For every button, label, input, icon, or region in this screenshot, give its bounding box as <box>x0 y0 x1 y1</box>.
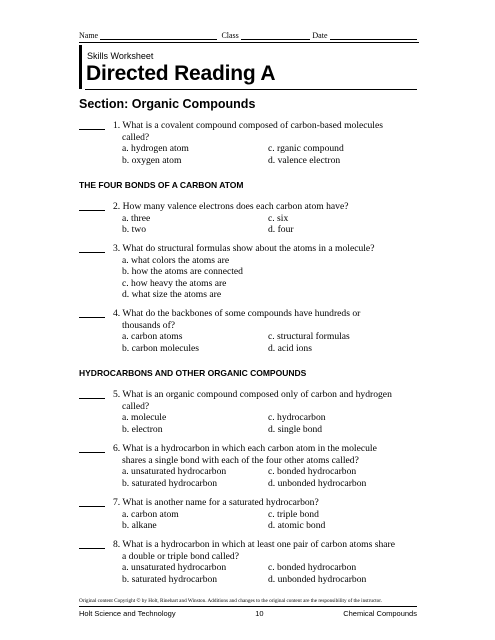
option-a: a. molecule <box>122 412 167 424</box>
page-number: 10 <box>255 609 264 618</box>
question-3-text: 3. What do structural formulas show about the atoms in a molecule? <box>113 243 375 254</box>
question-8 <box>79 539 425 585</box>
option-b: b. alkane <box>122 520 157 532</box>
question-8-text: 8. What is a hydrocarbon in which at least one pair of carbon atoms share <box>113 539 395 550</box>
option-c: c. bonded hydrocarbon <box>268 562 357 574</box>
option-b: b. carbon molecules <box>122 342 199 354</box>
option-d: d. unbonded hydrocarbon <box>268 573 367 585</box>
copyright-notice: Original content Copyright © by Holt, Rinehart and Winston. Additions and changes to the original content are the responsibility of the instructor. <box>79 598 383 604</box>
option-d: d. atomic bond <box>268 520 326 532</box>
title-underline <box>85 89 417 90</box>
option-c: c. how heavy the atoms are <box>122 277 227 289</box>
class-field[interactable] <box>241 31 311 40</box>
question-5 <box>79 389 425 435</box>
question-8-text-cont: a double or triple bond called? <box>122 550 239 562</box>
question-2 <box>79 201 425 236</box>
section-heading: Section: Organic Compounds <box>79 97 256 111</box>
option-c: c. hydrocarbon <box>268 412 326 424</box>
option-d: d. unbonded hydrocarbon <box>268 477 367 489</box>
option-b: b. two <box>122 224 146 236</box>
option-a: a. hydrogen atom <box>122 143 189 155</box>
title-bar-accent <box>79 45 82 89</box>
question-4-text-cont: thousands of? <box>122 319 176 331</box>
question-6 <box>79 443 425 489</box>
option-a: a. carbon atoms <box>122 331 183 343</box>
option-c: c. rganic compound <box>268 143 344 155</box>
student-info-header <box>79 31 417 40</box>
date-label: Date <box>312 31 328 40</box>
subsection-heading-carbon-bonds: THE FOUR BONDS OF A CARBON ATOM <box>79 180 244 190</box>
page-footer <box>79 609 417 618</box>
header-rule <box>79 42 419 43</box>
name-label: Name <box>79 31 99 40</box>
question-2-text: 2. How many valence electrons does each carbon atom have? <box>113 201 349 212</box>
footer-rule <box>79 606 417 607</box>
option-d: d. four <box>268 224 294 236</box>
option-d: d. valence electron <box>268 154 341 166</box>
option-a: a. carbon atom <box>122 508 179 520</box>
answer-blank-4[interactable] <box>79 317 105 318</box>
option-a: a. what colors the atoms are <box>122 254 230 266</box>
class-label: Class <box>221 31 239 40</box>
question-5-text: 5. What is an organic compound composed only of carbon and hydrogen <box>113 389 392 400</box>
question-6-text: 6. What is a hydrocarbon in which each carbon atom in the molecule <box>113 443 377 454</box>
subsection-heading-hydrocarbons: HYDROCARBONS AND OTHER ORGANIC COMPOUNDS <box>79 368 307 378</box>
footer-subject: Chemical Compounds <box>343 609 417 618</box>
answer-blank-5[interactable] <box>79 398 105 399</box>
question-3 <box>79 243 425 301</box>
answer-blank-3[interactable] <box>79 252 105 253</box>
option-b: b. electron <box>122 423 163 435</box>
question-1-text-cont: called? <box>122 131 150 143</box>
answer-blank-8[interactable] <box>79 548 105 549</box>
footer-publisher: Holt Science and Technology <box>79 609 176 618</box>
name-field[interactable] <box>100 31 217 40</box>
answer-blank-7[interactable] <box>79 506 105 507</box>
answer-blank-6[interactable] <box>79 452 105 453</box>
option-d: d. single bond <box>268 423 323 435</box>
question-4 <box>79 308 425 354</box>
question-1-text: 1. What is a covalent compound composed of carbon-based molecules <box>113 120 383 131</box>
option-d: d. acid ions <box>268 342 312 354</box>
option-b: b. oxygen atom <box>122 154 182 166</box>
option-b: b. saturated hydrocarbon <box>122 573 218 585</box>
option-c: c. bonded hydrocarbon <box>268 466 357 478</box>
option-a: a. three <box>122 212 151 224</box>
answer-blank-1[interactable] <box>79 129 105 130</box>
option-b: b. how the atoms are connected <box>122 266 243 278</box>
option-a: a. unsaturated hydrocarbon <box>122 562 227 574</box>
question-7-text: 7. What is another name for a saturated hydrocarbon? <box>113 497 319 508</box>
option-d: d. what size the atoms are <box>122 289 222 301</box>
option-c: c. structural formulas <box>268 331 350 343</box>
page-title: Directed Reading A <box>86 62 276 85</box>
worksheet-label: Skills Worksheet <box>87 51 154 61</box>
option-c: c. six <box>268 212 289 224</box>
option-c: c. triple bond <box>268 508 319 520</box>
answer-blank-2[interactable] <box>79 210 105 211</box>
question-7 <box>79 497 425 532</box>
date-field[interactable] <box>330 31 418 40</box>
question-1 <box>79 120 425 166</box>
option-a: a. unsaturated hydrocarbon <box>122 466 227 478</box>
question-6-text-cont: shares a single bond with each of the four other atoms called? <box>122 454 359 466</box>
question-5-text-cont: called? <box>122 400 150 412</box>
option-b: b. saturated hydrocarbon <box>122 477 218 489</box>
question-4-text: 4. What do the backbones of some compounds have hundreds or <box>113 308 361 319</box>
